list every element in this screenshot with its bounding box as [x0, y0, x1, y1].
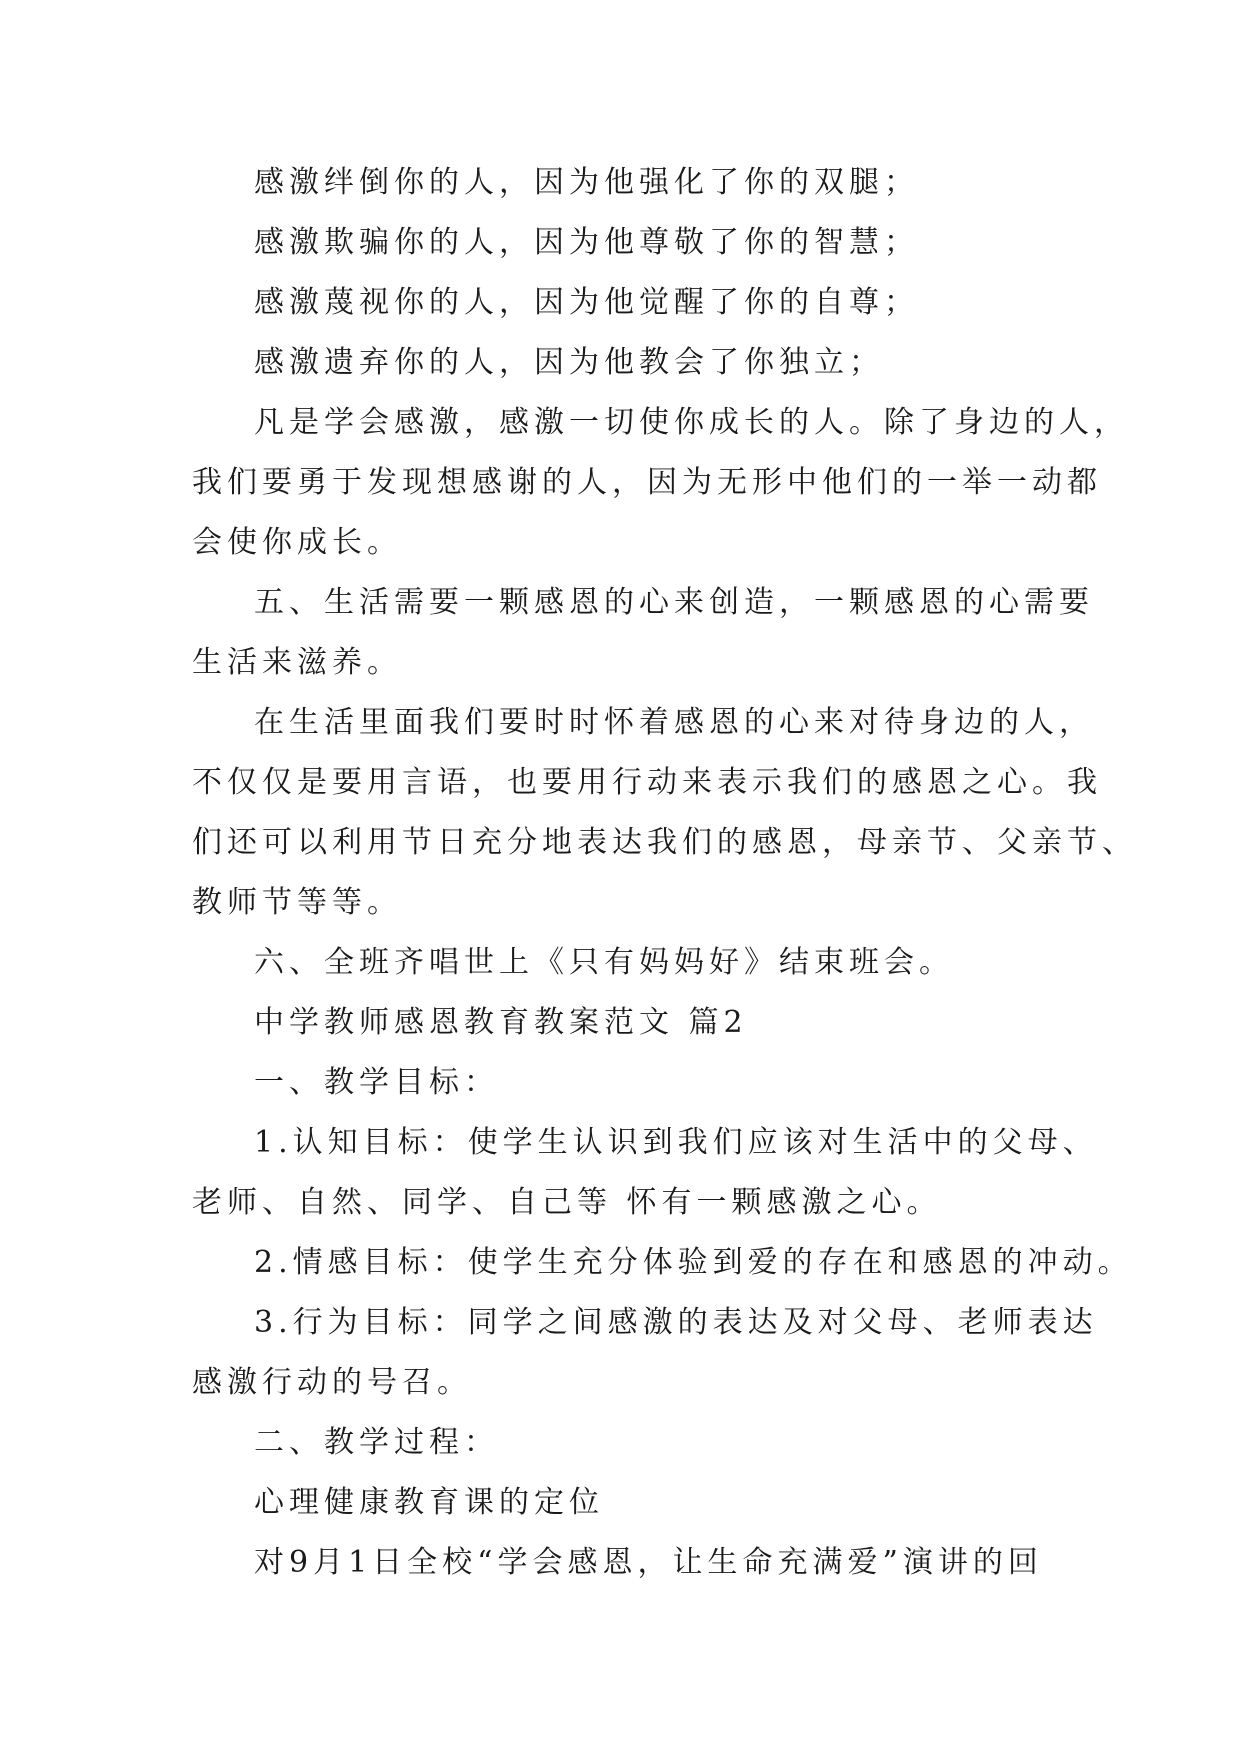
- text-line: 感激蔑视你的人，因为他觉醒了你的自尊；: [254, 285, 919, 320]
- text-line: 们还可以利用节日充分地表达我们的感恩，母亲节、父亲节、: [192, 825, 1137, 860]
- text-line: 对9月1日全校“学会感恩，让生命充满爱”演讲的回: [254, 1545, 1043, 1580]
- text-line: 不仅仅是要用言语，也要用行动来表示我们的感恩之心。我: [192, 765, 1102, 800]
- text-line: 凡是学会感激，感激一切使你成长的人。除了身边的人，: [254, 405, 1129, 440]
- text-line: 感激欺骗你的人，因为他尊敬了你的智慧；: [254, 225, 919, 260]
- text-line: 感激行动的号召。: [192, 1365, 472, 1400]
- text-line: 感激遗弃你的人，因为他教会了你独立；: [254, 345, 884, 380]
- article-title: 中学教师感恩教育教案范文 篇2: [254, 1005, 748, 1040]
- text-line: 会使你成长。: [192, 525, 402, 560]
- text-line: 在生活里面我们要时时怀着感恩的心来对待身边的人，: [254, 705, 1094, 740]
- section-heading: 五、生活需要一颗感恩的心来创造，一颗感恩的心需要: [254, 585, 1094, 620]
- section-heading: 二、教学过程：: [254, 1425, 499, 1460]
- list-item: 3.行为目标：同学之间感激的表达及对父母、老师表达: [254, 1305, 1098, 1340]
- section-heading: 一、教学目标：: [254, 1065, 499, 1100]
- text-line: 老师、自然、同学、自己等 怀有一颗感激之心。: [192, 1185, 942, 1220]
- text-line: 生活来滋养。: [192, 645, 402, 680]
- text-line: 我们要勇于发现想感谢的人，因为无形中他们的一举一动都: [192, 465, 1102, 500]
- text-line: 教师节等等。: [192, 885, 402, 920]
- list-item: 2.情感目标：使学生充分体验到爱的存在和感恩的冲动。: [254, 1245, 1133, 1280]
- section-heading: 六、全班齐唱世上《只有妈妈好》结束班会。: [254, 945, 954, 980]
- list-item: 1.认知目标：使学生认识到我们应该对生活中的父母、: [254, 1125, 1098, 1160]
- text-line: 感激绊倒你的人，因为他强化了你的双腿；: [254, 165, 919, 200]
- text-line: 心理健康教育课的定位: [254, 1485, 604, 1520]
- document-body: [192, 153, 1137, 1593]
